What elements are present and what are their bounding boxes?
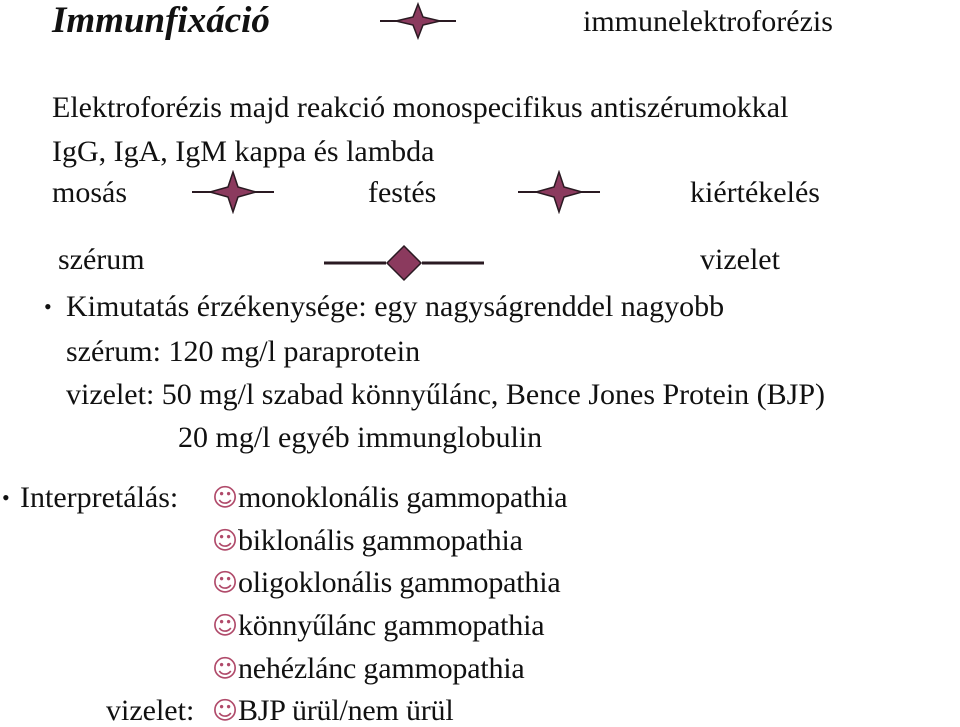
interpretation-item-text: nehézlánc gammopathia bbox=[238, 652, 525, 685]
four-point-star-arrow-icon bbox=[516, 170, 602, 214]
intro-line-2: IgG, IgA, IgM kappa és lambda bbox=[52, 135, 435, 168]
interpretation-item-text: oligoklonális gammopathia bbox=[238, 566, 561, 599]
step-stain: festés bbox=[368, 176, 437, 209]
compare-serum: szérum bbox=[58, 243, 145, 276]
diamond-double-arrow-icon bbox=[322, 244, 486, 282]
sensitivity-serum: szérum: 120 mg/l paraprotein bbox=[66, 335, 421, 368]
page-title: Immunfixáció bbox=[52, 0, 270, 41]
interpretation-urine-item: BJP ürül/nem ürül bbox=[238, 694, 454, 727]
interpretation-item bbox=[212, 483, 567, 513]
smiley-bullet-icon: ☺ bbox=[212, 696, 239, 725]
interpretation-item bbox=[212, 526, 523, 556]
interpretation-item-text: biklonális gammopathia bbox=[238, 524, 523, 557]
smiley-bullet-icon: ☺ bbox=[212, 526, 239, 555]
interpretation-item bbox=[212, 611, 544, 641]
interpretation-urine-label: vizelet: bbox=[106, 694, 195, 727]
compare-urine: vizelet bbox=[700, 243, 780, 276]
interpretation-item-text: monoklonális gammopathia bbox=[238, 481, 568, 514]
interpretation-item bbox=[212, 654, 525, 684]
step-evaluate: kiértékelés bbox=[690, 176, 820, 209]
interpretation-item bbox=[212, 568, 560, 598]
bullet-dot: • bbox=[2, 485, 10, 510]
intro-line-1: Elektroforézis majd reakció monospecifikus antiszérumokkal bbox=[52, 91, 789, 124]
bullet-dot: • bbox=[44, 294, 52, 319]
smiley-bullet-icon: ☺ bbox=[212, 654, 239, 683]
sensitivity-urine-other: 20 mg/l egyéb immunglobulin bbox=[178, 421, 543, 454]
smiley-bullet-icon: ☺ bbox=[212, 611, 239, 640]
page-subtitle: immunelektroforézis bbox=[583, 5, 833, 38]
step-wash: mosás bbox=[52, 176, 127, 209]
sensitivity-urine: vizelet: 50 mg/l szabad könnyűlánc, Bence Jones Protein (BJP) bbox=[66, 378, 826, 411]
interpretation-item-text: könnyűlánc gammopathia bbox=[238, 609, 545, 642]
smiley-bullet-icon: ☺ bbox=[212, 483, 239, 512]
sensitivity-heading: Kimutatás érzékenysége: egy nagyságrenddel nagyobb bbox=[66, 290, 725, 323]
smiley-bullet-icon: ☺ bbox=[212, 568, 239, 597]
interpretation-label: Interpretálás: bbox=[20, 481, 179, 514]
four-point-star-arrow-icon bbox=[378, 2, 458, 40]
interpretation-item bbox=[212, 696, 454, 726]
four-point-star-arrow-icon bbox=[190, 170, 276, 214]
